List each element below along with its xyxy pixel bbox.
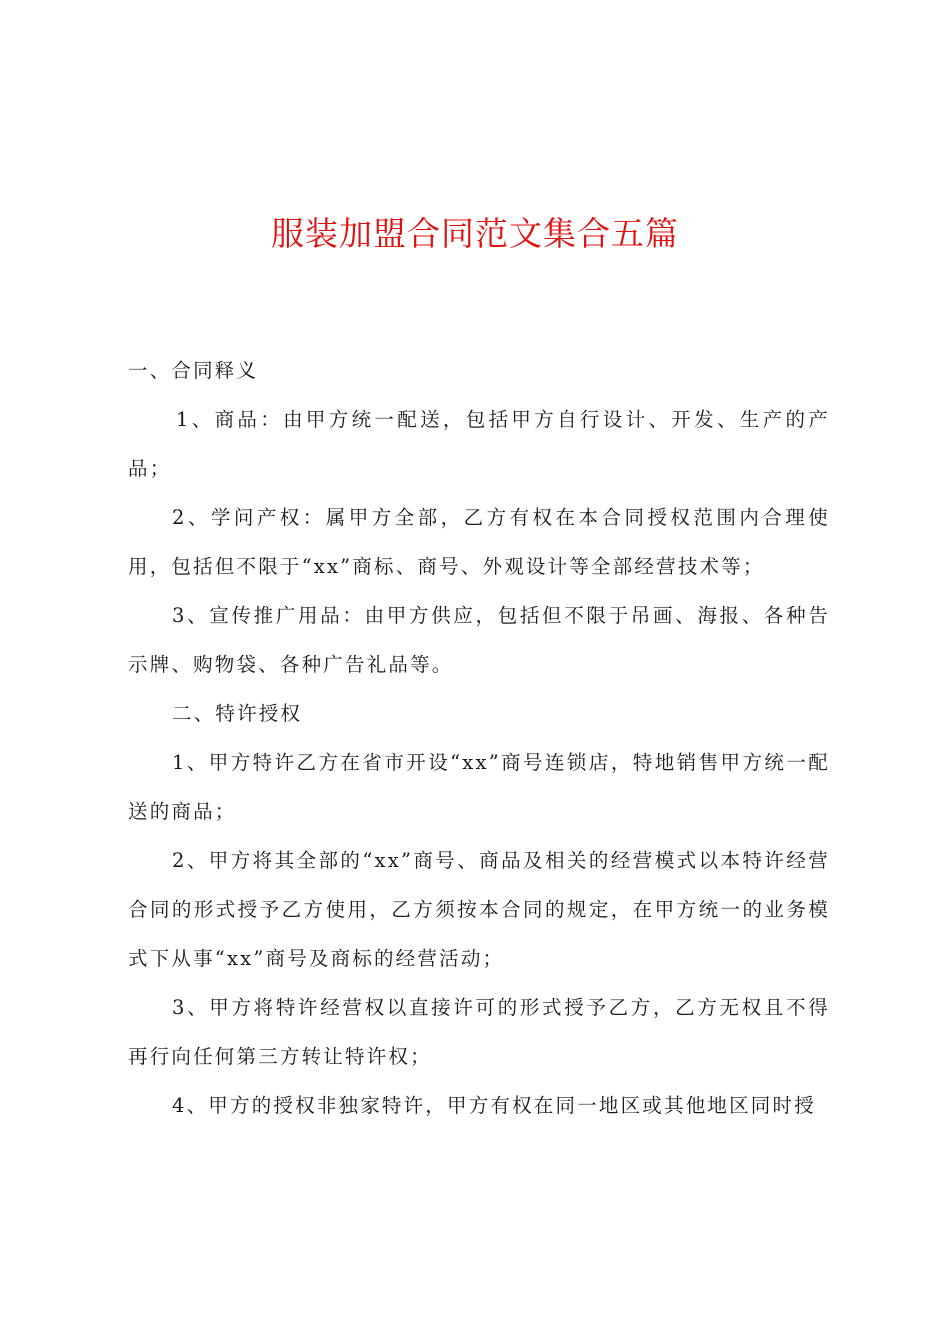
paragraph-license-4: 4、甲方的授权非独家特许，甲方有权在同一地区或其他地区同时授 xyxy=(172,1094,816,1117)
paragraph-license-3: 3、甲方将特许经营权以直接许可的形式授予乙方，乙方无权且不得再行向任何第三方转让特许权； xyxy=(128,996,830,1068)
document-body xyxy=(128,346,830,1130)
section-heading-definitions: 一、合同释义 xyxy=(128,359,259,382)
section-heading-license: 二、特许授权 xyxy=(172,702,303,725)
paragraph-definition-ip: 2、学问产权：属甲方全部，乙方有权在本合同授权范围内合理使用，包括但不限于“xx”商标、商号、外观设计等全部经营技术等； xyxy=(128,506,830,578)
document-title: 服装加盟合同范文集合五篇 xyxy=(271,214,679,253)
paragraph-definition-goods: 1、商品：由甲方统一配送，包括甲方自行设计、开发、生产的产品； xyxy=(128,408,830,480)
paragraph-license-1: 1、甲方特许乙方在省市开设“xx”商号连锁店，特地销售甲方统一配送的商品； xyxy=(128,751,830,823)
paragraph-license-2: 2、甲方将其全部的“xx”商号、商品及相关的经营模式以本特许经营合同的形式授予乙方使用，乙方须按本合同的规定，在甲方统一的业务模式下从事“xx”商号及商标的经营活动； xyxy=(128,849,830,970)
paragraph-definition-promo: 3、宣传推广用品：由甲方供应，包括但不限于吊画、海报、各种告示牌、购物袋、各种广告礼品等。 xyxy=(128,604,830,676)
